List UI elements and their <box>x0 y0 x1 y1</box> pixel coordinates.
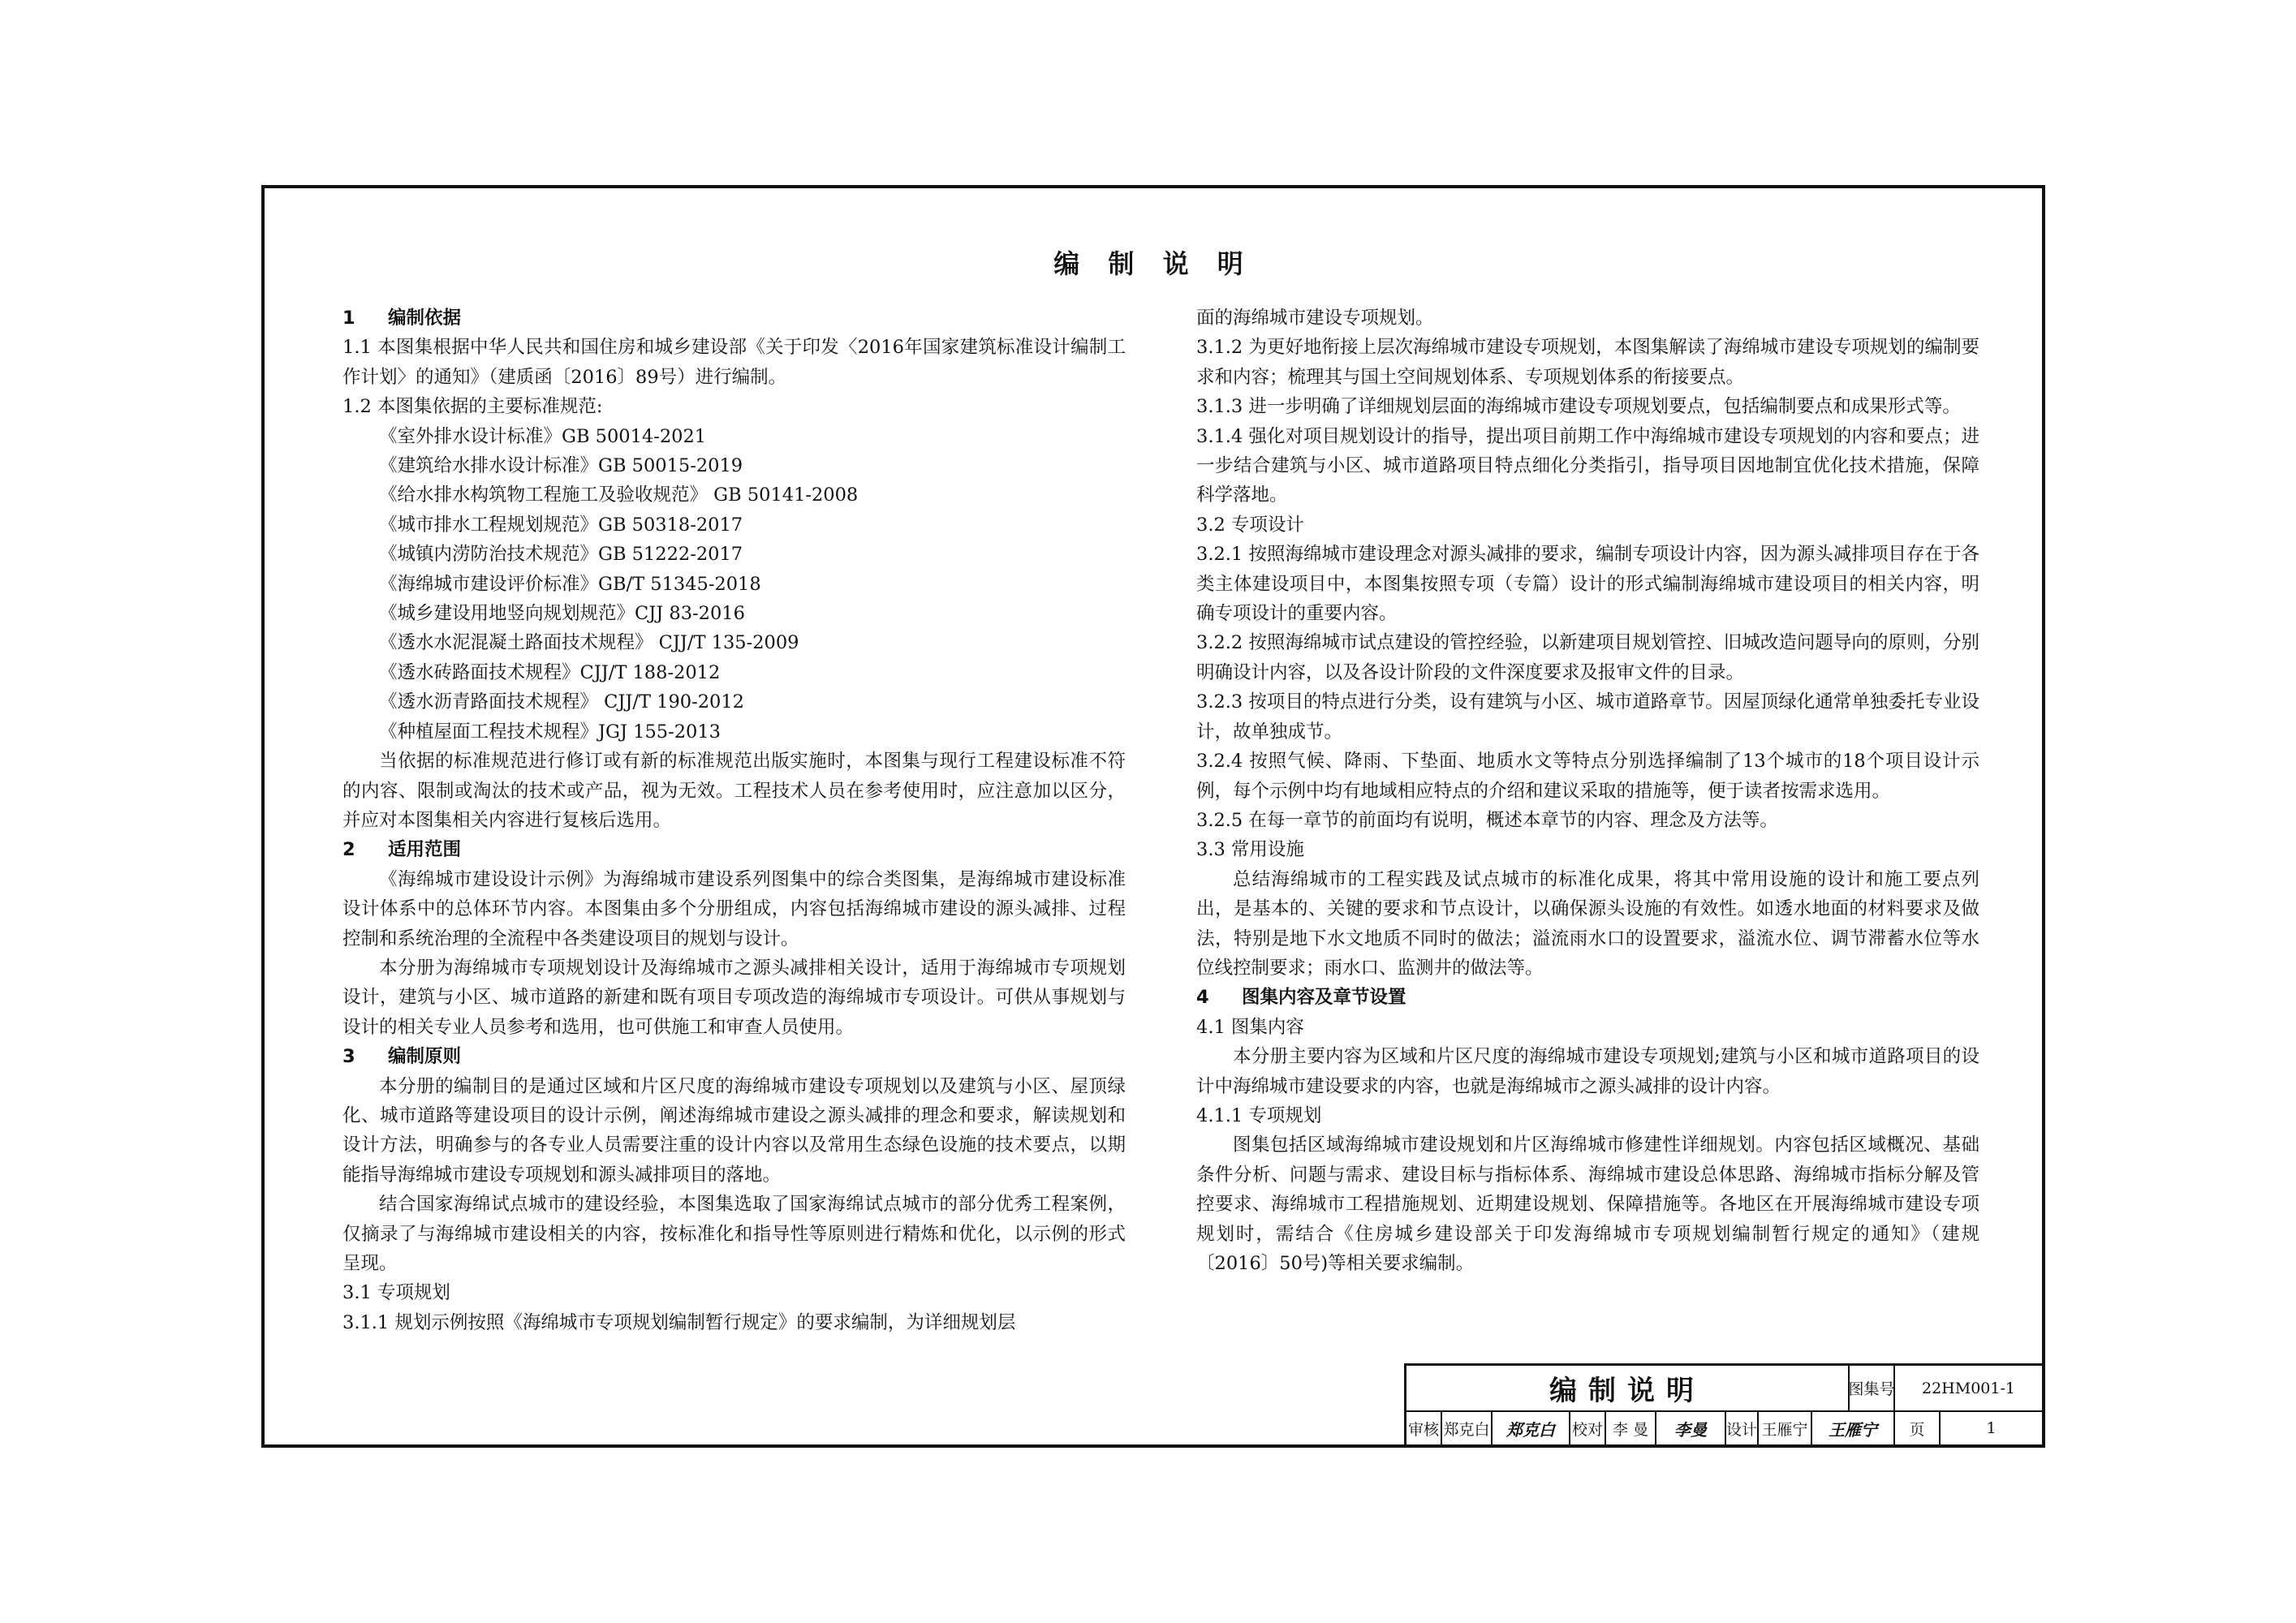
section-heading-1: 1 编制依据 <box>342 308 462 329</box>
review-name: 郑克白 <box>1442 1412 1493 1444</box>
standard-item: 《透水水泥混凝土路面技术规程》 CJJ/T 135-2009 <box>379 632 799 654</box>
paragraph-3-2: 3.2 专项设计 <box>1196 514 1304 536</box>
standard-item: 《透水砖路面技术规程》CJJ/T 188-2012 <box>379 661 721 683</box>
left-column <box>342 304 1126 1337</box>
paragraph-4-1-a: 本分册主要内容为区域和片区尺度的海绵城市建设专项规划;建筑与小区和城市道路项目的设计中海绵城市建设要求的内容，也就是海绵城市之源头减排的设计内容。 <box>1196 1046 1979 1097</box>
page-label: 页 <box>1895 1412 1941 1444</box>
standard-item: 《室外排水设计标准》GB 50014-2021 <box>379 425 707 447</box>
standard-item: 《城镇内涝防治技术规范》GB 51222-2017 <box>379 544 743 566</box>
title-block-title: 编制说明 <box>1406 1366 1850 1412</box>
paragraph-4-1-1: 4.1.1 专项规划 <box>1196 1104 1322 1126</box>
page-number: 1 <box>1986 1419 1997 1437</box>
section-heading-2: 2 适用范围 <box>342 839 462 861</box>
review-signature: 郑克白 <box>1493 1412 1570 1444</box>
paragraph-4-1-1-a: 图集包括区域海绵城市建设规划和片区海绵城市修建性详细规划。内容包括区域概况、基础条件分析、问题与需求、建设目标与指标体系、海绵城市建设总体思路、海绵城市指标分解及管控要求、海绵城市工程措施规划、近期建设规划、保障措施等。各地区在开展海绵城市建设专项规划时，需结合《住房城乡建设部关于印发海绵城市专项规划编制暂行规定的通知》（建规〔2016〕50号)等相关要求编制。 <box>1196 1134 1979 1274</box>
design-label: 设计 <box>1726 1412 1759 1444</box>
paragraph-3-1-2: 3.1.2 为更好地衔接上层次海绵城市建设专项规划，本图集解读了海绵城市建设专项规划的编制要求和内容；梳理其与国土空间规划体系、专项规划体系的衔接要点。 <box>1196 337 1979 388</box>
right-column <box>1196 304 1979 1278</box>
paragraph-3-2-4: 3.2.4 按照气候、降雨、下垫面、地质水文等特点分别选择编制了13个城市的18个项目设计示例，每个示例中均有地域相应特点的介绍和建议采取的措施等，便于读者按需求选用。 <box>1196 751 1979 802</box>
paragraph-3-1-4: 3.1.4 强化对项目规划设计的指导，提出项目前期工作中海绵城市建设专项规划的内容和要点；进一步结合建筑与小区、城市道路项目特点细化分类指引，指导项目因地制宜优化技术措施，保障科学落地。 <box>1196 425 1979 506</box>
paragraph-3-1: 3.1 专项规划 <box>342 1282 450 1304</box>
standard-item: 《海绵城市建设评价标准》GB/T 51345-2018 <box>379 573 761 595</box>
paragraph-3-a: 本分册的编制目的是通过区域和片区尺度的海绵城市建设专项规划以及建筑与小区、屋顶绿化、城市道路等建设项目的设计示例，阐述海绵城市建设之源头减排的理念和要求，解读规划和设计方法，明确参与的各专业人员需要注重的设计内容以及常用生态绿色设施的技术要点，以期能指导海绵城市建设专项规划和源头减排项目的落地。 <box>342 1075 1126 1186</box>
paragraph-1-note: 当依据的标准规范进行修订或有新的标准规范出版实施时，本图集与现行工程建设标准不符的内容、限制或淘汰的技术或产品，视为无效。工程技术人员在参考使用时，应注意加以区分，并应对本图集相关内容进行复核后选用。 <box>342 751 1126 831</box>
check-name: 李 曼 <box>1606 1412 1656 1444</box>
check-signature: 李曼 <box>1656 1412 1726 1444</box>
paragraph-1-1: 1.1 本图集根据中华人民共和国住房和城乡建设部《关于印发〈2016年国家建筑标准设计编制工作计划〉的通知》（建质函〔2016〕89号）进行编制。 <box>342 337 1126 388</box>
paragraph-4-1: 4.1 图集内容 <box>1196 1016 1304 1038</box>
standard-item: 《建筑给水排水设计标准》GB 50015-2019 <box>379 455 743 477</box>
paragraph-3-2-5: 3.2.5 在每一章节的前面均有说明，概述本章节的内容、理念及方法等。 <box>1196 809 1778 831</box>
paragraph-3-b: 结合国家海绵试点城市的建设经验，本图集选取了国家海绵试点城市的部分优秀工程案例，仅摘录了与海绵城市建设相关的内容，按标准化和指导性等原则进行精炼和优化，以示例的形式呈现。 <box>342 1194 1126 1274</box>
title-block <box>1404 1363 2042 1444</box>
paragraph-3-3: 3.3 常用设施 <box>1196 839 1304 861</box>
standard-item: 《给水排水构筑物工程施工及验收规范》 GB 50141-2008 <box>379 484 859 506</box>
section-heading-4: 4 图集内容及章节设置 <box>1196 987 1406 1009</box>
paragraph-3-3-a: 总结海绵城市的工程实践及试点城市的标准化成果，将其中常用设施的设计和施工要点列出，是基本的、关键的要求和节点设计，以确保源头设施的有效性。如透水地面的材料要求及做法，特别是地下水文地质不同时的做法；溢流雨水口的设置要求，溢流水位、调节滞蓄水位等水位线控制要求；雨水口、监测井的做法等。 <box>1196 868 1979 979</box>
paragraph-continued: 面的海绵城市建设专项规划。 <box>1196 308 1434 329</box>
standard-item: 《透水沥青路面技术规程》 CJJ/T 190-2012 <box>379 691 744 713</box>
design-signature: 王雁宁 <box>1812 1412 1895 1444</box>
paragraph-2-a: 《海绵城市建设设计示例》为海绵城市建设系列图集中的综合类图集，是海绵城市建设标准设计体系中的总体环节内容。本图集由多个分册组成，内容包括海绵城市建设的源头减排、过程控制和系统治理的全流程中各类建设项目的规划与设计。 <box>342 868 1126 949</box>
review-label: 审核 <box>1406 1412 1442 1444</box>
atlas-number-label: 图集号 <box>1850 1366 1895 1412</box>
paragraph-2-b: 本分册为海绵城市专项规划设计及海绵城市之源头减排相关设计，适用于海绵城市专项规划设计，建筑与小区、城市道路的新建和既有项目专项改造的海绵城市专项设计。可供从事规划与设计的相关专业人员参考和选用，也可供施工和审查人员使用。 <box>342 957 1126 1038</box>
paragraph-3-2-1: 3.2.1 按照海绵城市建设理念对源头减排的要求，编制专项设计内容，因为源头减排项目存在于各类主体建设项目中，本图集按照专项（专篇）设计的形式编制海绵城市建设项目的相关内容，明确专项设计的重要内容。 <box>1196 544 1979 625</box>
check-label: 校对 <box>1570 1412 1606 1444</box>
drawing-frame <box>261 185 2045 1448</box>
paragraph-3-2-3: 3.2.3 按项目的特点进行分类，设有建筑与小区、城市道路章节。因屋顶绿化通常单独委托专业设计，故单独成节。 <box>1196 691 1979 743</box>
standard-item: 《种植屋面工程技术规程》JGJ 155-2013 <box>379 721 721 743</box>
paragraph-3-2-2: 3.2.2 按照海绵城市试点建设的管控经验，以新建项目规划管控、旧城改造问题导向的原则，分别明确设计内容，以及各设计阶段的文件深度要求及报审文件的目录。 <box>1196 632 1979 683</box>
page-title: 编 制 说 明 <box>1053 248 1253 279</box>
standard-item: 《城乡建设用地竖向规划规范》CJJ 83-2016 <box>379 603 745 625</box>
design-name: 王雁宁 <box>1759 1412 1812 1444</box>
paragraph-3-1-3: 3.1.3 进一步明确了详细规划层面的海绵城市建设专项规划要点，包括编制要点和成果形式等。 <box>1196 396 1961 418</box>
paragraph-3-1-1: 3.1.1 规划示例按照《海绵城市专项规划编制暂行规定》的要求编制，为详细规划层 <box>342 1311 1016 1333</box>
atlas-number: 22HM001-1 <box>1895 1366 2042 1412</box>
standard-item: 《城市排水工程规划规范》GB 50318-2017 <box>379 514 743 536</box>
paragraph-1-2: 1.2 本图集依据的主要标准规范: <box>342 396 603 418</box>
section-heading-3: 3 编制原则 <box>342 1046 462 1068</box>
